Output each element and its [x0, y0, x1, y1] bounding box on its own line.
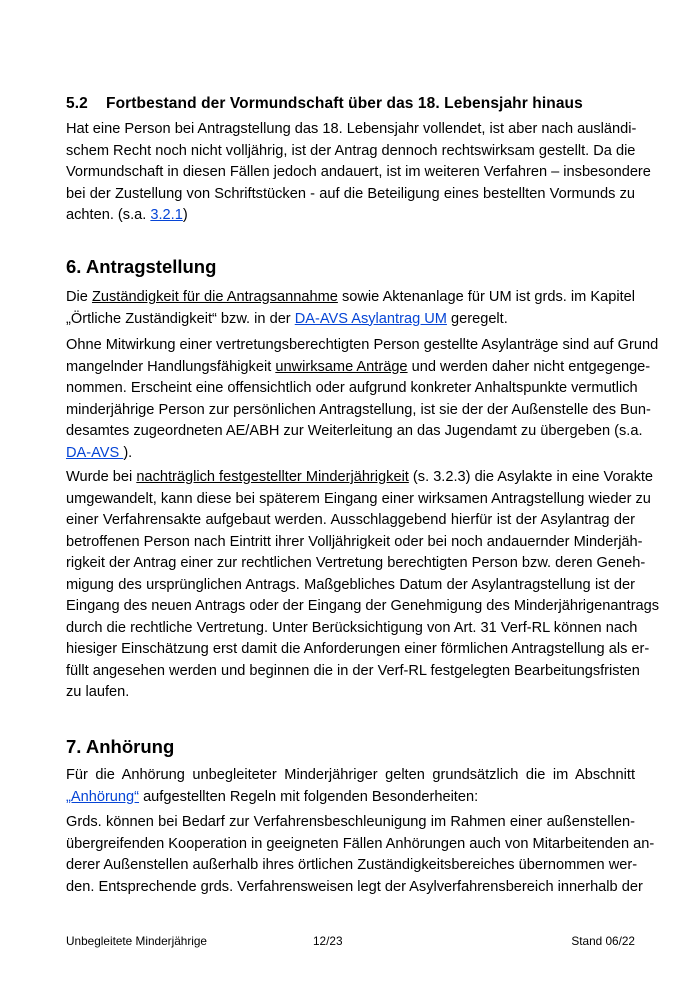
text-line: achten. (s.a. 3.2.1) [66, 207, 188, 223]
text-line: nommen. Erscheint eine offensichtlich oder aufgrund konkreter Anhaltspunkte vermutlich [66, 380, 638, 396]
text-line: hiesiger Einschätzung erst damit die Anforderungen einer förmlichen Antragstellung als er- [66, 641, 650, 657]
text-line: Grds. können bei Bedarf zur Verfahrensbeschleunigung im Rahmen einer außenstellen- [66, 814, 635, 830]
link-da-avs-asylantrag-um[interactable]: DA-AVS Asylantrag UM [294, 310, 447, 327]
footer-page-number: 12/23 [313, 934, 343, 948]
footer-document-title: Unbegleitete Minderjährige [66, 934, 207, 948]
section-6-paragraph-3 [66, 467, 660, 704]
text-line: rigkeit der Antrag einer zur rechtlichen Vertretung berechtigten Person bzw. deren Geneh- [66, 555, 646, 571]
section-7-paragraph-1 [66, 765, 635, 808]
text-line: den. Entsprechende grds. Verfahrensweisen legt der Asylverfahrensbereich innerhalb der [66, 878, 643, 895]
text-line: DA-AVS ). [66, 444, 133, 461]
text-line: Die Zuständigkeit für die Antragsannahme sowie Aktenanlage für UM ist grds. im Kapitel [66, 289, 635, 305]
text-line: Eingang des neuen Antrags oder der Eingang der Genehmigung des Minderjährigenantrags [66, 598, 660, 614]
footer-version: Stand 06/22 [571, 934, 635, 948]
text-line: „Anhörung“ aufgestellten Regeln mit folgenden Besonderheiten: [66, 788, 479, 805]
text-line: füllt angesehen werden und beginnen die in der Verf-RL festgelegten Bearbeitungsfristen [66, 662, 640, 679]
section-7-paragraph-2 [66, 812, 655, 898]
text-line: mangelnder Handlungsfähigkeit unwirksame Anträge und werden daher nicht entgegenge- [66, 358, 651, 375]
text-line: übergreifenden Kooperation in geeigneten Fällen Anhörungen auch von Mitarbeitenden an- [66, 835, 655, 852]
text-line: umgewandelt, kann diese bei späterem Eingang einer wirksamen Antragstellung wieder zu [66, 490, 651, 507]
section-6-heading: 6. Antragstellung [66, 256, 217, 277]
text-line: Für die Anhörung unbegleiteter Minderjähriger gelten grundsätzlich die im Abschnitt [66, 767, 635, 783]
text-line: Wurde bei nachträglich festgestellter Minderjährigkeit (s. 3.2.3) die Asylakte in eine Vorakte [66, 469, 654, 485]
section-6-paragraph-2 [66, 335, 659, 464]
link-da-avs[interactable]: DA-AVS [66, 444, 124, 461]
link-anhoerung[interactable]: „Anhörung“ [66, 788, 140, 805]
text-line: schem Recht noch nicht volljährig, ist der Antrag dennoch rechtswirksam gestellt. Da die [66, 142, 636, 159]
link-3-2-1[interactable]: 3.2.1 [150, 207, 183, 223]
text-line: derer Außenstellen außerhalb ihres örtlichen Zuständigkeitsbereiches übernommen wer- [66, 857, 638, 873]
underlined-term: Zuständigkeit für die Antragsannahme [91, 289, 338, 305]
section-title: Fortbestand der Vormundschaft über das 18. Lebensjahr hinaus [106, 95, 583, 112]
underlined-term: nachträglich festgestellter Minderjährigkeit [136, 469, 409, 485]
text-line: einer Verfahrensakte aufgebaut werden. Ausschlaggebend hierfür ist der Asylantrag der [66, 512, 635, 528]
section-5-2-paragraph [66, 119, 651, 227]
text-line: „Örtliche Zuständigkeit“ bzw. in der DA-AVS Asylantrag UM geregelt. [66, 310, 508, 327]
text-line: betroffenen Person nach Eintritt ihrer Volljährigkeit oder bei noch andauernder Minderjäh- [66, 533, 643, 550]
text-line: bei der Zustellung von Schriftstücken - auf die Beteiligung eines bestellten Vormunds zu [66, 185, 635, 202]
text-line: Vormundschaft in diesen Fällen jedoch andauert, ist im weiteren Verfahren – insbesondere [66, 164, 651, 180]
text-line: Hat eine Person bei Antragstellung das 18. Lebensjahr vollendet, ist aber nach ausländi- [66, 121, 637, 137]
section-number: 5.2 [66, 95, 88, 112]
text-line: zu laufen. [66, 684, 130, 700]
text-line: desamtes zugeordneten AE/ABH zur Weiterleitung an das Jugendamt zu übergeben (s.a. [66, 423, 643, 439]
section-5-2-heading [66, 95, 583, 113]
underlined-term: unwirksame Anträge [275, 358, 408, 375]
text-line: minderjährige Person zur persönlichen Antragstellung, ist sie der der Außenstelle des Bun- [66, 401, 651, 418]
text-line: migung des ursprünglichen Antrags. Maßgebliches Datum der Asylantragstellung ist der [66, 576, 635, 593]
section-7-heading: 7. Anhörung [66, 736, 175, 757]
text-line: Ohne Mitwirkung einer vertretungsberechtigten Person gestellte Asylanträge sind auf Grund [66, 337, 659, 353]
text-line: durch die rechtliche Vertretung. Unter Berücksichtigung von Art. 31 Verf-RL können nach [66, 619, 638, 636]
section-6-paragraph-1 [66, 287, 635, 330]
